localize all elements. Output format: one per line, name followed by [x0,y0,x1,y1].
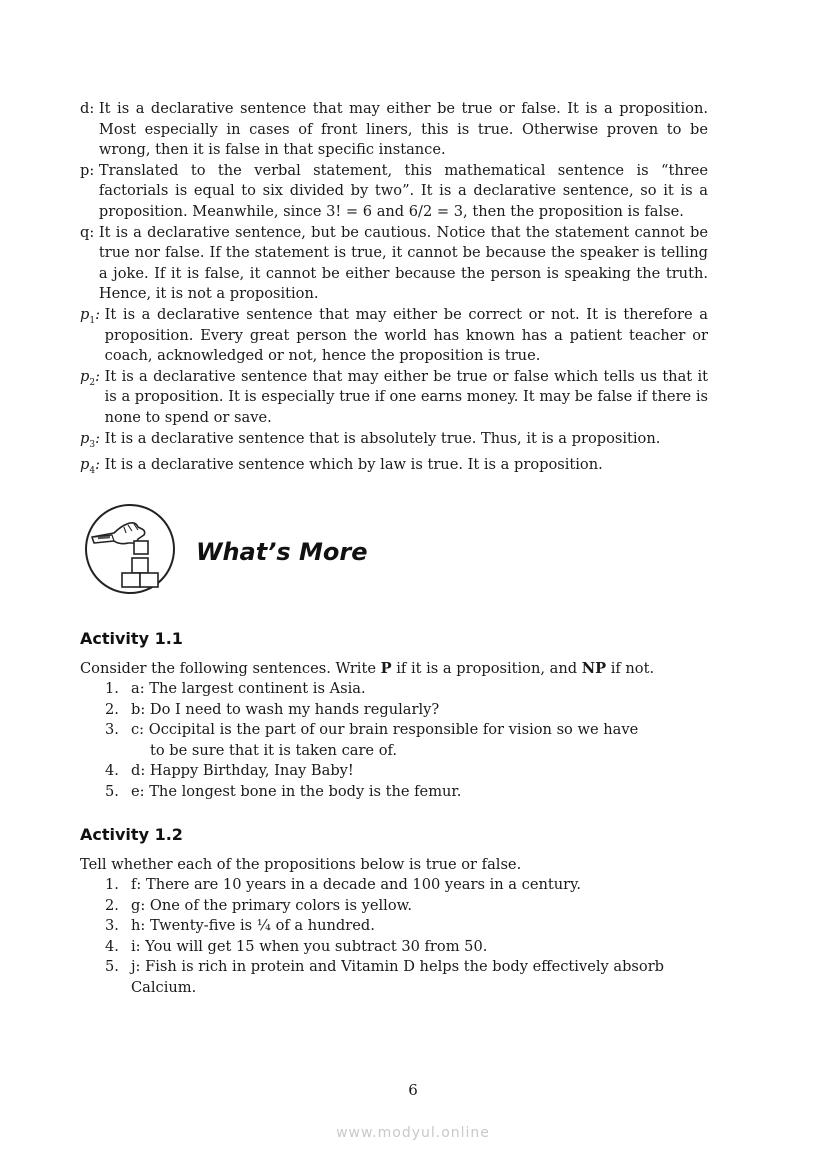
list-item: 3. h: Twenty-five is ¼ of a hundred. [105,917,375,935]
answer-entry-q [80,223,708,305]
answer-key: $p_1$: [80,305,105,326]
answer-key: $p_4$: [80,456,105,476]
answer-entry-p4 [80,455,708,482]
watermark: www.modyul.online [336,1125,490,1141]
answer-key: q: [80,223,99,241]
list-item: 1. f: There are 10 years in a decade and 100 years in a century. [105,876,582,893]
activity-1-instruction: Consider the following sentences. Write P if it is a proposition, and NP if not. [80,660,655,677]
answer-key: $p_3$: [80,429,105,450]
answer-entry-p1 [80,305,708,367]
answer-key: p: [80,161,99,179]
activity-1-list [105,679,665,803]
answer-key: d: [80,100,99,117]
activity-2-title: Activity 1.2 [80,825,183,844]
answer-key: $p_2$: [80,367,105,388]
answer-text: It is a declarative sentence, but be cautious. Notice that the statement cannot be true nor false. If the statement is true, it cannot be because the speaker is telling a joke. If it is false, it cannot be either because the person is speaking the truth. Hence, it is not a proposition. [98,223,708,303]
activity-1-title: Activity 1.1 [80,629,183,648]
list-item: 3. c: Occipital is the part of our brain responsible for vision so we have to be sure that it is taken care of. [105,721,639,759]
list-item: 5. e: The longest bone in the body is the femur. [105,782,462,800]
answer-text: It is a declarative sentence that may either be true or false. It is a proposition. Most especially in cases of front liners, this is true. Otherwise proven to be wrong, then it is false in that specific instance. [98,100,708,159]
list-item: 4. i: You will get 15 when you subtract 30 from 50. [105,937,488,955]
activity-2-list [105,875,685,999]
hand-stacking-blocks-icon [84,503,176,595]
list-item: 4. d: Happy Birthday, Inay Baby! [105,762,354,780]
list-item: 2. b: Do I need to wash my hands regularly? [105,700,440,718]
page-number: 6 [408,1081,418,1099]
answer-entry-p3 [80,429,708,456]
list-item: 1. a: The largest continent is Asia. [105,680,366,697]
answer-text: Translated to the verbal statement, this mathematical sentence is “three factorials is equal to six divided by two”. It is a declarative sentence, so it is a proposition. Meanwhile, since 3! = 6 and 6/2 = 3, then the proposition is false. [98,161,708,220]
section-title: What’s More [196,538,368,566]
answer-text: It is a declarative sentence which by law is true. It is a proposition. [104,456,603,473]
answer-entry-p [80,161,708,223]
answer-text: It is a declarative sentence that may either be correct or not. It is therefore a proposition. Every great person the world has known has a patient teacher or coach, acknowledged or not, hence the proposition is true. [104,305,708,365]
answer-text: It is a declarative sentence that is absolutely true. Thus, it is a proposition. [104,429,661,447]
answer-explanations [80,99,708,482]
answer-text: It is a declarative sentence that may either be true or false which tells us that it is a proposition. It is especially true if one earns money. It may be false if there is none to spend or save. [104,367,708,426]
activity-2-instruction: Tell whether each of the propositions below is true or false. [80,856,522,873]
list-item: 5. j: Fish is rich in protein and Vitamin D helps the body effectively absorb Calcium. [105,958,665,996]
answer-entry-d [80,99,708,161]
answer-entry-p2 [80,367,708,429]
list-item: 2. g: One of the primary colors is yellow. [105,896,413,914]
